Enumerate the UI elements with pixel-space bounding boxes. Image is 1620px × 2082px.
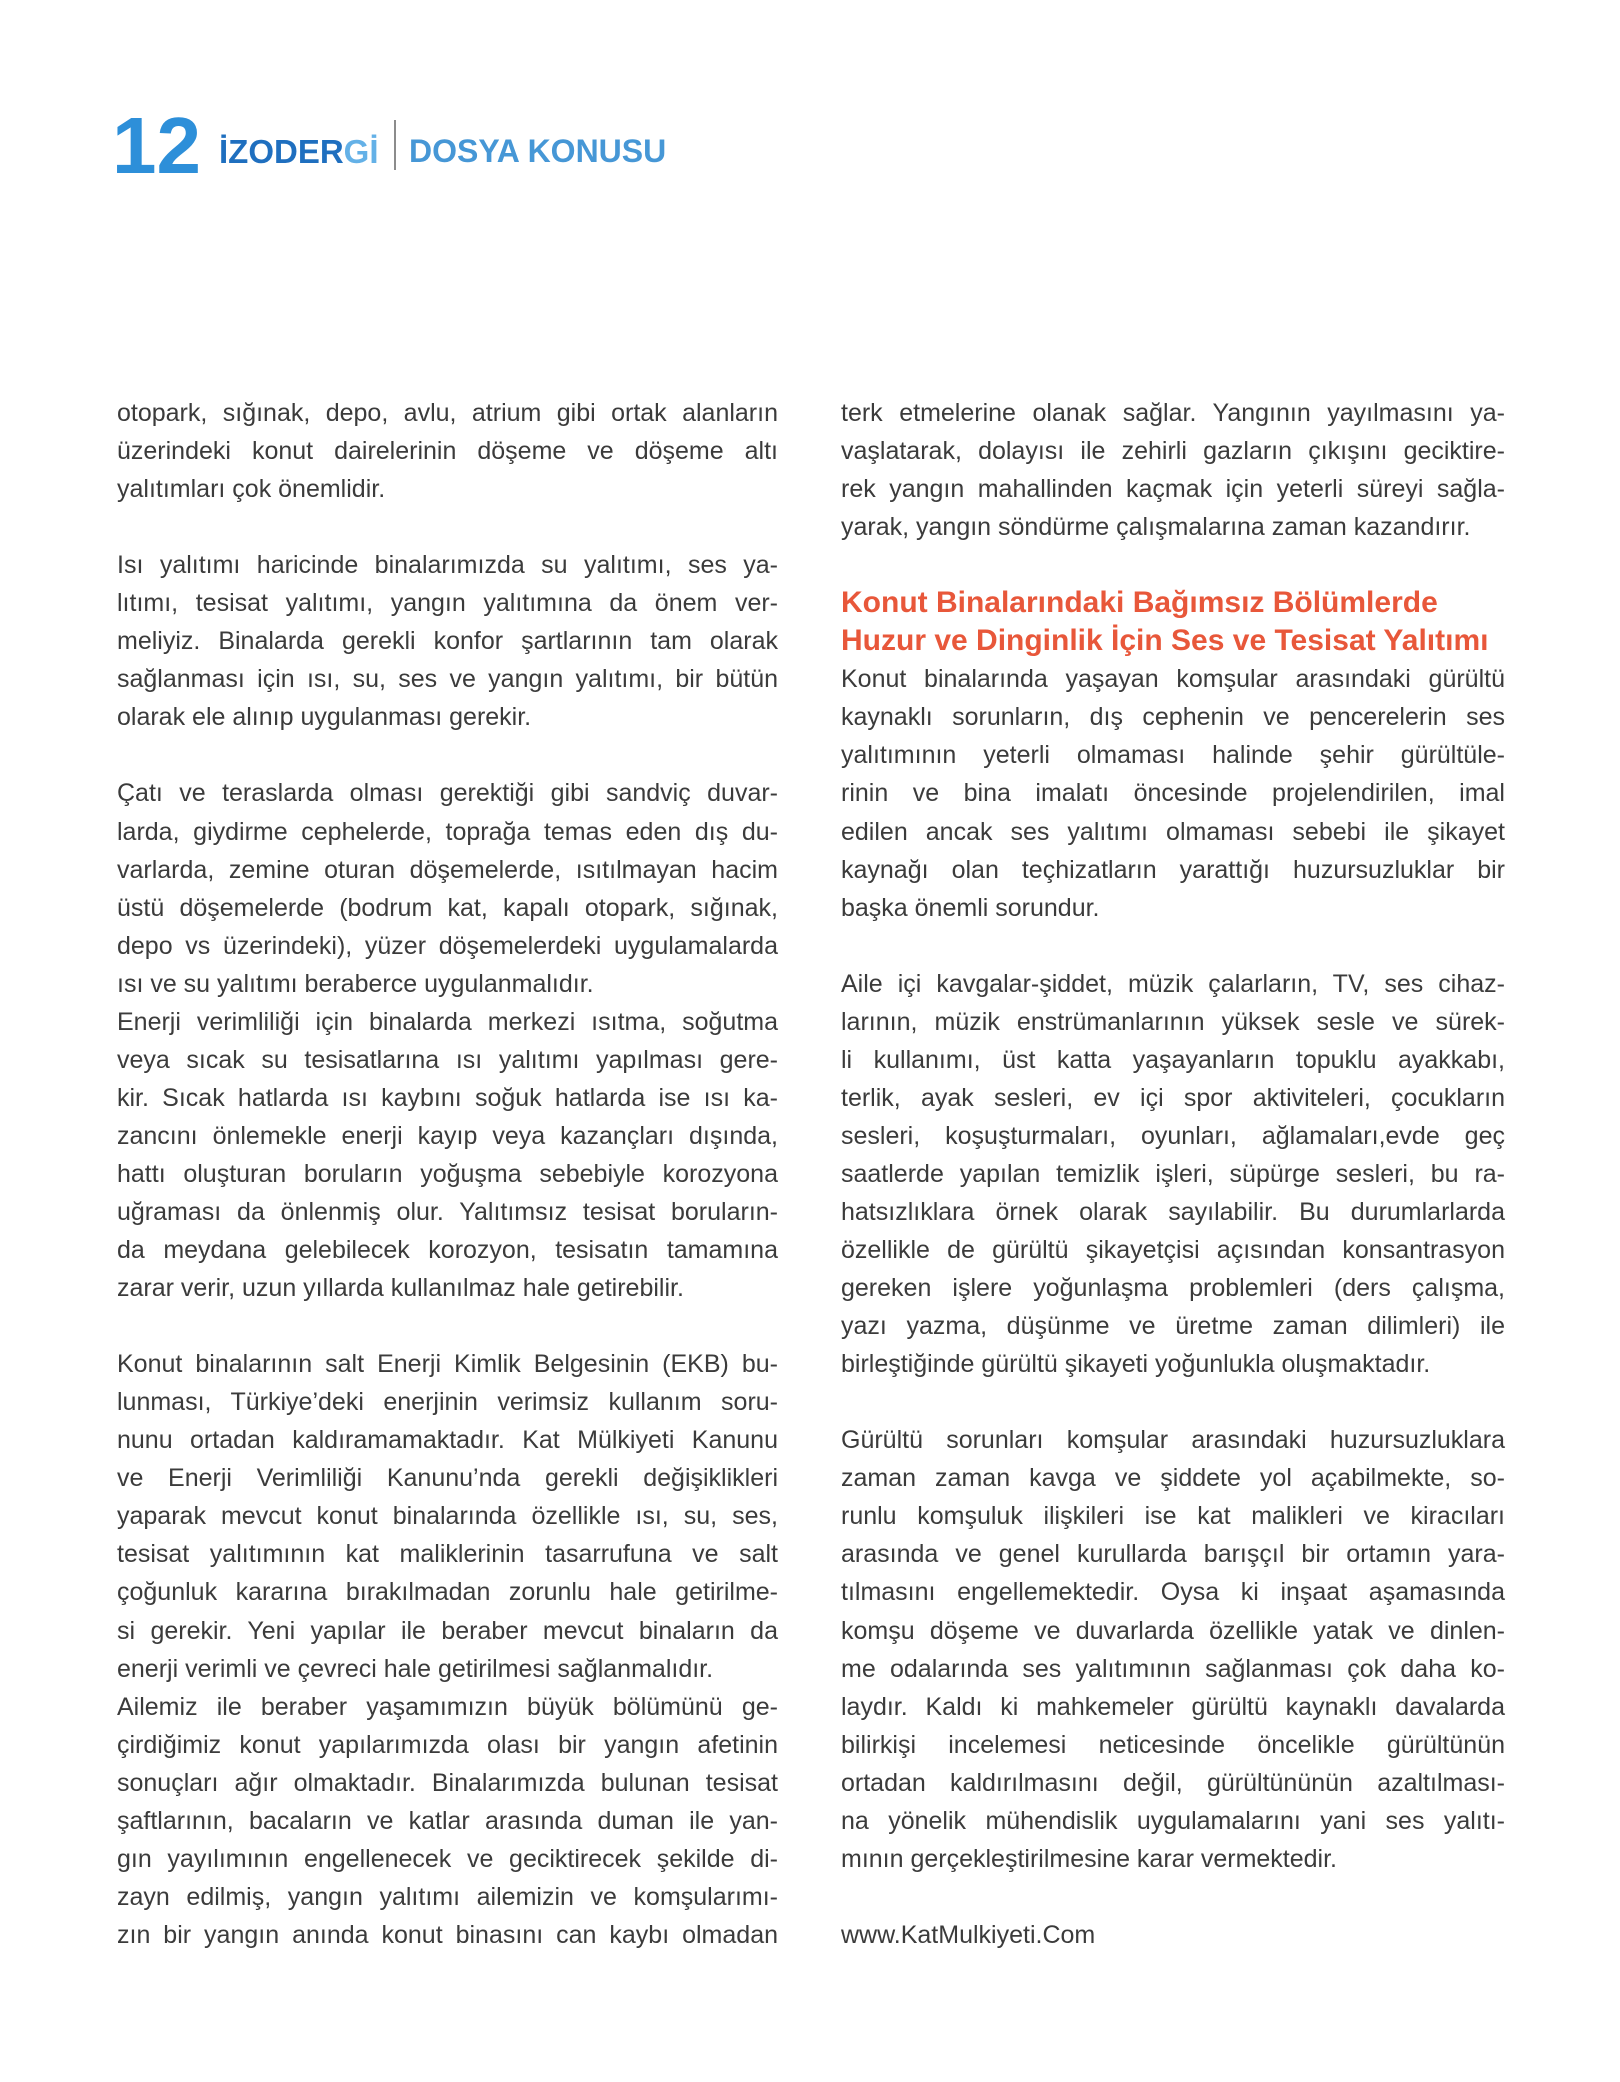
text-line: larda, giydirme cephelerde, toprağa temas eden dış du- <box>117 817 778 846</box>
text-line: üzerindeki konut dairelerinin döşeme ve döşeme altı <box>117 437 778 466</box>
text-line: rinin ve bina imalatı öncesinde projelendirilen, imal <box>841 779 1505 808</box>
text-line: komşu döşeme ve duvarlarda özellikle yatak ve dinlen- <box>841 1616 1505 1645</box>
paragraph <box>117 1688 778 1954</box>
paragraph <box>841 660 1505 926</box>
text-line: larının, müzik enstrümanlarının yüksek sesle ve sürek- <box>841 1007 1505 1036</box>
text-line: otopark, sığınak, depo, avlu, atrium gibi ortak alanların <box>117 399 778 427</box>
text-line: şaftlarının, bacaların ve katlar arasında duman ile yan- <box>117 1806 778 1835</box>
text-line: çoğunluk kararına bırakılmadan zorunlu hale getirilme- <box>117 1578 778 1607</box>
text-line: Ailemiz ile beraber yaşamımızın büyük bölümünü ge- <box>117 1692 778 1721</box>
text-line: uğraması da önlenmiş olur. Yalıtımsız tesisat boruların- <box>117 1197 778 1226</box>
paragraph <box>117 1003 778 1307</box>
text-line: birleştiğinde gürültü şikayeti yoğunlukla oluşmaktadır. <box>841 1350 1431 1379</box>
text-line: li kullanımı, üst katta yaşayanların topuklu ayakkabı, <box>841 1045 1505 1074</box>
text-line: varlarda, zemine oturan döşemelerde, ısıtılmayan hacim <box>117 855 778 884</box>
section-title: DOSYA KONUSU <box>409 133 667 169</box>
text-line: hatsızlıklara örnek olarak sayılabilir. Bu durumlarlarda <box>841 1197 1505 1226</box>
text-line: zancını önlemekle enerji kayıp veya kazançları dışında, <box>117 1121 778 1150</box>
source-url: www.KatMulkiyeti.Com <box>841 1920 1096 1949</box>
text-line: laydır. Kaldı ki mahkemeler gürültü kaynaklı davalarda <box>841 1692 1505 1721</box>
logo-text-primary: İZODER <box>219 133 344 170</box>
text-line: Çatı ve teraslarda olması gerektiği gibi sandviç duvar- <box>117 779 778 808</box>
text-line: gereken işlere yoğunlaşma problemleri (ders çalışma, <box>841 1274 1505 1303</box>
text-line: nunu ortadan kaldıramamaktadır. Kat Mülkiyeti Kanunu <box>117 1426 778 1455</box>
text-line: edilen ancak ses yalıtımı olmaması sebebi ile şikayet <box>841 817 1505 846</box>
text-line: Enerji verimliliği için binalarda merkezi ısıtma, soğutma <box>117 1007 778 1036</box>
text-line: lıtımı, tesisat yalıtımı, yangın yalıtımına da önem ver- <box>117 589 778 618</box>
text-line: mının gerçekleştirilmesine karar vermektedir. <box>841 1844 1337 1873</box>
text-line: zın bir yangın anında konut binasını can kaybı olmadan <box>117 1920 778 1949</box>
heading-line: Huzur ve Dinginlik İçin Ses ve Tesisat Yalıtımı <box>841 624 1489 658</box>
text-line: Konut binalarının salt Enerji Kimlik Belgesinin (EKB) bu- <box>117 1350 778 1379</box>
text-line: Gürültü sorunları komşular arasındaki huzursuzluklara <box>841 1426 1505 1455</box>
text-line: rek yangın mahallinden kaçmak için yeterli süreyi sağla- <box>841 475 1505 504</box>
text-line: özellikle de gürültü şikayetçisi açısından konsantrasyon <box>841 1236 1505 1265</box>
logo-text-secondary: Gİ <box>343 133 379 170</box>
text-line: kaynaklı sorunların, dış cephenin ve pencerelerin ses <box>841 703 1505 732</box>
page-number: 12 <box>112 101 201 190</box>
text-line: tılmasını engellemektedir. Oysa ki inşaat aşamasında <box>841 1578 1505 1607</box>
text-line: yaparak mevcut konut binalarında özellikle ısı, su, ses, <box>117 1502 778 1531</box>
magazine-logo <box>219 135 379 168</box>
text-line: çirdiğimiz konut yapılarımızda olası bir yangın afetinin <box>117 1730 778 1759</box>
paragraph <box>117 774 778 1002</box>
text-line: lunması, Türkiye’deki enerjinin verimsiz kullanım soru- <box>117 1388 778 1417</box>
section-heading <box>841 584 1505 660</box>
text-line: hattı oluşturan boruların yoğuşma sebebiyle korozyona <box>117 1159 778 1188</box>
text-line: da meydana gelebilecek korozyon, tesisatın tamamına <box>117 1236 778 1265</box>
text-line: yalıtımının yeterli olmaması halinde şehir gürültüle- <box>841 741 1505 770</box>
text-line: terlik, ayak sesleri, ev içi spor aktiviteleri, çocukların <box>841 1083 1505 1112</box>
text-line: meliyiz. Binalarda gerekli konfor şartlarının tam olarak <box>117 627 778 656</box>
text-line: veya sıcak su tesisatlarına ısı yalıtımı yapılması gere- <box>117 1045 778 1074</box>
text-line: kaynağı olan teçhizatların yarattığı huzursuzluklar bir <box>841 855 1505 884</box>
text-line: yarak, yangın söndürme çalışmalarına zaman kazandırır. <box>841 513 1471 542</box>
paragraph <box>841 965 1505 1384</box>
text-line: gın yayılımının engellenecek ve geciktirecek şekilde di- <box>117 1844 778 1873</box>
text-line: saatlerde yapılan temizlik işleri, süpürge sesleri, bu ra- <box>841 1159 1505 1188</box>
text-line: na yönelik mühendislik uygulamalarını yani ses yalıtı- <box>841 1806 1505 1835</box>
text-line: runlu komşuluk ilişkileri ise kat malikleri ve kiracıları <box>841 1502 1505 1531</box>
text-line: zayn edilmiş, yangın yalıtımı ailemizin ve komşularımı- <box>117 1882 778 1911</box>
paragraph <box>117 1345 778 1687</box>
text-line: zarar verir, uzun yıllarda kullanılmaz hale getirebilir. <box>117 1274 684 1303</box>
text-line: yalıtımları çok önemlidir. <box>117 475 386 504</box>
text-line: sonuçları ağır olmaktadır. Binalarımızda bulunan tesisat <box>117 1768 778 1797</box>
header-divider <box>394 120 396 170</box>
heading-line: Konut Binalarındaki Bağımsız Bölümlerde <box>841 586 1438 620</box>
text-line: sesleri, koşuşturmaları, oyunları, ağlamaları,evde geç <box>841 1121 1505 1150</box>
text-line: si gerekir. Yeni yapılar ile beraber mevcut binaların da <box>117 1616 778 1645</box>
text-line: tesisat yalıtımının kat maliklerinin tasarrufuna ve salt <box>117 1540 778 1569</box>
right-column <box>841 394 1505 1954</box>
text-line: yazı yazma, düşünme ve üretme zaman dilimleri) ile <box>841 1312 1505 1341</box>
text-line: enerji verimli ve çevreci hale getirilmesi sağlanmalıdır. <box>117 1654 714 1683</box>
text-line: Isı yalıtımı haricinde binalarımızda su yalıtımı, ses ya- <box>117 551 778 580</box>
text-line: bilirkişi incelemesi neticesinde öncelikle gürültünün <box>841 1730 1505 1759</box>
text-line: Aile içi kavgalar-şiddet, müzik çalarların, TV, ses cihaz- <box>841 969 1505 998</box>
paragraph <box>117 394 778 508</box>
left-column <box>117 394 778 1954</box>
text-line: zaman zaman kavga ve şiddete yol açabilmekte, so- <box>841 1464 1505 1493</box>
text-line: üstü döşemelerde (bodrum kat, kapalı otopark, sığınak, <box>117 893 778 922</box>
text-line: depo vs üzerindeki), yüzer döşemelerdeki uygulamalarda <box>117 931 778 960</box>
paragraph <box>117 546 778 736</box>
text-line: terk etmelerine olanak sağlar. Yangının yayılmasını ya- <box>841 399 1505 427</box>
text-line: vaşlatarak, dolayısı ile zehirli gazların çıkışını geciktire- <box>841 437 1505 466</box>
text-line: kir. Sıcak hatlarda ısı kaybını soğuk hatlarda ise ısı ka- <box>117 1083 778 1112</box>
text-line: ve Enerji Verimliliği Kanunu’nda gerekli değişiklikleri <box>117 1464 778 1493</box>
text-line: arasında ve genel kurullarda barışçıl bir ortamın yara- <box>841 1540 1505 1569</box>
text-line: Konut binalarında yaşayan komşular arasındaki gürültü <box>841 665 1505 694</box>
paragraph <box>841 394 1505 546</box>
paragraph <box>841 1421 1505 1878</box>
text-line: başka önemli sorundur. <box>841 893 1100 922</box>
text-line: olarak ele alınıp uygulanması gerekir. <box>117 703 532 732</box>
text-line: sağlanması için ısı, su, ses ve yangın yalıtımı, bir bütün <box>117 665 778 694</box>
text-line: me odalarında ses yalıtımının sağlanması çok daha ko- <box>841 1654 1505 1683</box>
text-line: ortadan kaldırılmasını değil, gürültününün azaltılması- <box>841 1768 1505 1797</box>
text-line: ısı ve su yalıtımı beraberce uygulanmalıdır. <box>117 969 594 998</box>
